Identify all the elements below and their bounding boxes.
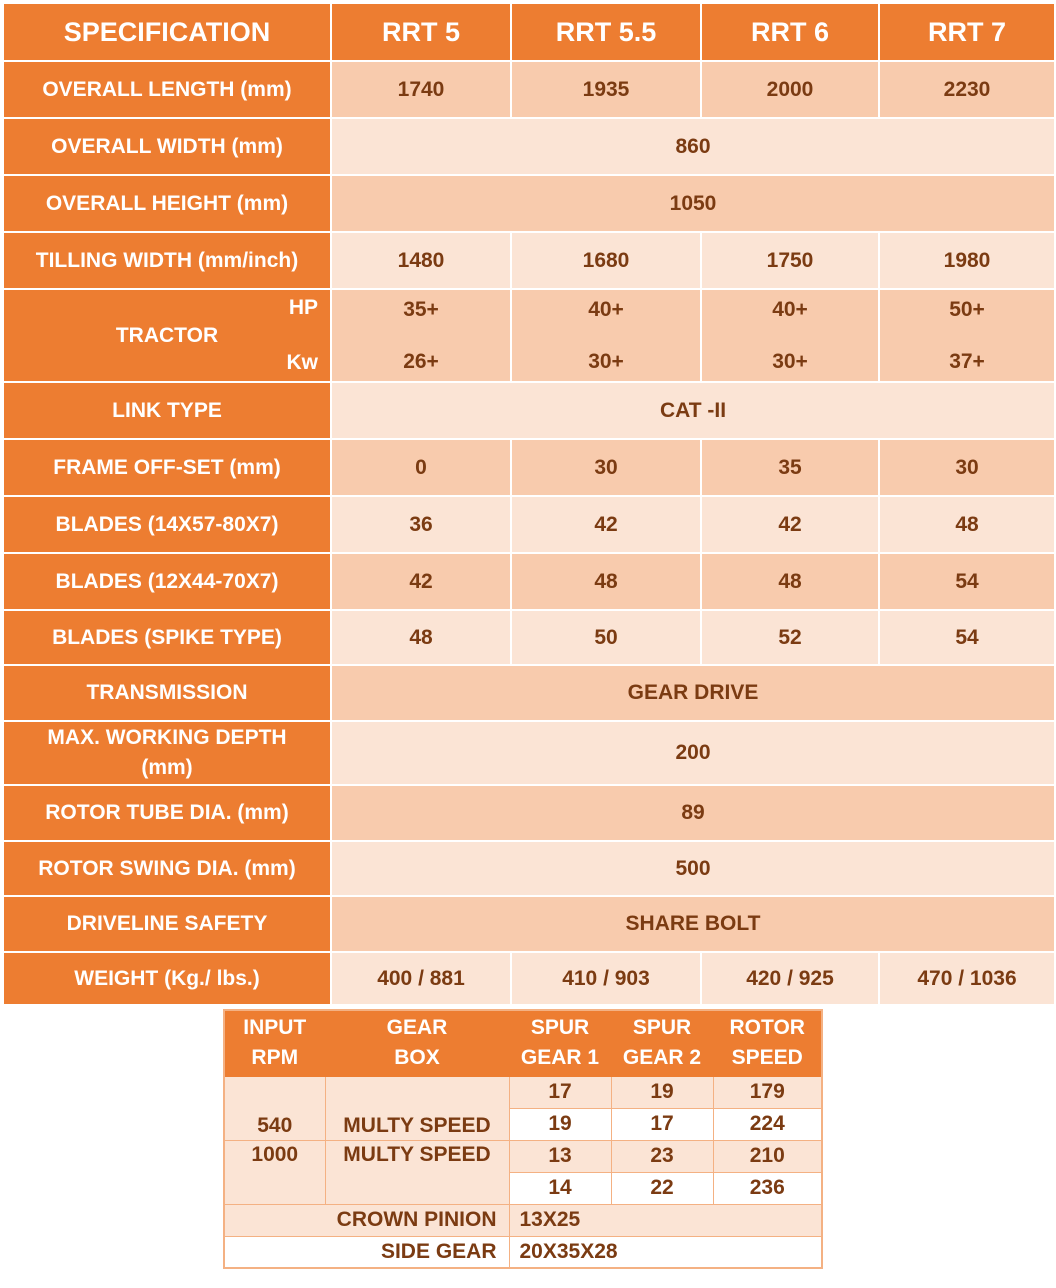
row-weight	[3, 952, 1055, 1005]
cell-value: 1740	[331, 61, 511, 118]
row-label: ROTOR TUBE DIA. (mm)	[3, 785, 331, 841]
input-rpm-1000: 1000	[224, 1140, 325, 1204]
gear-header-row	[224, 1010, 822, 1076]
gearbox-540: MULTY SPEED	[325, 1076, 509, 1140]
header-line: GEAR	[386, 1016, 448, 1040]
cell-value: 50	[511, 610, 701, 665]
cell-value: 42	[701, 496, 879, 553]
header-line: SPUR	[632, 1016, 692, 1040]
header-input-rpm	[224, 1010, 325, 1076]
cell-value: 500	[331, 841, 1055, 896]
header-rrt-5: RRT 5	[331, 3, 511, 61]
cell-value: 1980	[879, 232, 1055, 289]
header-line: SPUR	[530, 1016, 590, 1040]
side-gear-label: SIDE GEAR	[224, 1236, 509, 1268]
header-rrt-6: RRT 6	[701, 3, 879, 61]
label-line: (mm)	[141, 756, 193, 779]
specification-table	[2, 2, 1056, 1006]
row-label: DRIVELINE SAFETY	[3, 896, 331, 952]
hp-value: 50+	[949, 297, 985, 321]
row-blades-1	[3, 496, 1055, 553]
cell-value: 410 / 903	[511, 952, 701, 1005]
cell-value: 36	[331, 496, 511, 553]
spur-gear-2: 23	[611, 1140, 713, 1172]
header-rrt-7: RRT 7	[879, 3, 1055, 61]
gear-table	[223, 1009, 823, 1269]
cell-value: 860	[331, 118, 1055, 175]
crown-pinion-label: CROWN PINION	[224, 1204, 509, 1236]
gear-row	[224, 1140, 822, 1172]
cell-value: 30	[879, 439, 1055, 496]
cell-value: 30	[511, 439, 701, 496]
cell-value: 420 / 925	[701, 952, 879, 1005]
spur-gear-1: 19	[509, 1108, 611, 1140]
row-label: OVERALL HEIGHT (mm)	[3, 175, 331, 232]
kw-value: 30+	[588, 349, 624, 373]
cell-value: 42	[331, 553, 511, 610]
row-label-tractor	[3, 289, 331, 382]
cell-value: 42	[511, 496, 701, 553]
cell-value: 200	[331, 721, 1055, 785]
row-blades-spike	[3, 610, 1055, 665]
cell-value: SHARE BOLT	[331, 896, 1055, 952]
header-line: BOX	[394, 1046, 440, 1070]
spur-gear-2: 22	[611, 1172, 713, 1204]
cell-value: 48	[701, 553, 879, 610]
header-spur-gear-2	[611, 1010, 713, 1076]
row-transmission	[3, 665, 1055, 721]
kw-value: 37+	[949, 349, 985, 373]
cell-value: 470 / 1036	[879, 952, 1055, 1005]
cell-value: 48	[879, 496, 1055, 553]
row-tilling-width	[3, 232, 1055, 289]
spec-header-row	[3, 3, 1055, 61]
spur-gear-2: 19	[611, 1076, 713, 1108]
rotor-speed: 210	[713, 1140, 822, 1172]
header-line: INPUT	[243, 1016, 307, 1040]
input-rpm-540: 540	[224, 1076, 325, 1140]
crown-pinion-value: 13X25	[509, 1204, 822, 1236]
header-specification: SPECIFICATION	[3, 3, 331, 61]
cell-value: 0	[331, 439, 511, 496]
side-gear-value: 20X35X28	[509, 1236, 822, 1268]
row-label: BLADES (14X57-80X7)	[3, 496, 331, 553]
spur-gear-2: 17	[611, 1108, 713, 1140]
cell-value: 1480	[331, 232, 511, 289]
header-gear-box	[325, 1010, 509, 1076]
row-max-working-depth	[3, 721, 1055, 785]
cell-value: 1680	[511, 232, 701, 289]
rotor-speed: 224	[713, 1108, 822, 1140]
cell-value: 35	[701, 439, 879, 496]
cell-value: 54	[879, 610, 1055, 665]
cell-value: 89	[331, 785, 1055, 841]
kw-label: Kw	[286, 351, 318, 374]
row-tractor	[3, 289, 1055, 382]
row-blades-2	[3, 553, 1055, 610]
row-overall-height	[3, 175, 1055, 232]
cell-value: 1750	[701, 232, 879, 289]
cell-value: 48	[331, 610, 511, 665]
side-gear-row	[224, 1236, 822, 1268]
header-line: GEAR 2	[622, 1046, 702, 1070]
row-label: FRAME OFF-SET (mm)	[3, 439, 331, 496]
header-line: RPM	[251, 1046, 299, 1070]
row-label: TILLING WIDTH (mm/inch)	[3, 232, 331, 289]
crown-pinion-row	[224, 1204, 822, 1236]
row-overall-length	[3, 61, 1055, 118]
spur-gear-1: 17	[509, 1076, 611, 1108]
row-label: OVERALL LENGTH (mm)	[3, 61, 331, 118]
row-label: ROTOR SWING DIA. (mm)	[3, 841, 331, 896]
spur-gear-1: 13	[509, 1140, 611, 1172]
cell-value: 48	[511, 553, 701, 610]
cell-value: 1935	[511, 61, 701, 118]
hp-value: 35+	[403, 297, 439, 321]
row-driveline-safety	[3, 896, 1055, 952]
rotor-speed: 236	[713, 1172, 822, 1204]
cell-tractor	[879, 289, 1055, 382]
header-line: SPEED	[731, 1046, 803, 1070]
rotor-speed: 179	[713, 1076, 822, 1108]
row-label: BLADES (SPIKE TYPE)	[3, 610, 331, 665]
gear-row	[224, 1076, 822, 1108]
tractor-label: TRACTOR	[115, 323, 219, 347]
cell-tractor	[331, 289, 511, 382]
hp-value: 40+	[772, 297, 808, 321]
row-label: OVERALL WIDTH (mm)	[3, 118, 331, 175]
row-label	[3, 721, 331, 785]
cell-value: 2000	[701, 61, 879, 118]
header-rrt-5-5: RRT 5.5	[511, 3, 701, 61]
cell-value: 1050	[331, 175, 1055, 232]
cell-value: CAT -II	[331, 382, 1055, 439]
row-frame-offset	[3, 439, 1055, 496]
header-spur-gear-1	[509, 1010, 611, 1076]
header-line: GEAR 1	[520, 1046, 600, 1070]
cell-value: 52	[701, 610, 879, 665]
row-link-type	[3, 382, 1055, 439]
hp-label: HP	[288, 296, 318, 319]
cell-value: 400 / 881	[331, 952, 511, 1005]
spur-gear-1: 14	[509, 1172, 611, 1204]
kw-value: 26+	[403, 349, 439, 373]
cell-value: GEAR DRIVE	[331, 665, 1055, 721]
row-overall-width	[3, 118, 1055, 175]
row-label: WEIGHT (Kg./ lbs.)	[3, 952, 331, 1005]
row-rotor-swing	[3, 841, 1055, 896]
row-label: TRANSMISSION	[3, 665, 331, 721]
header-line: ROTOR	[729, 1016, 805, 1040]
hp-value: 40+	[588, 297, 624, 321]
cell-tractor	[701, 289, 879, 382]
header-rotor-speed	[713, 1010, 822, 1076]
kw-value: 30+	[772, 349, 808, 373]
label-line: MAX. WORKING DEPTH	[47, 726, 287, 749]
cell-value: 2230	[879, 61, 1055, 118]
cell-value: 54	[879, 553, 1055, 610]
row-label: LINK TYPE	[3, 382, 331, 439]
row-rotor-tube	[3, 785, 1055, 841]
row-label: BLADES (12X44-70X7)	[3, 553, 331, 610]
cell-tractor	[511, 289, 701, 382]
gearbox-1000: MULTY SPEED	[325, 1140, 509, 1204]
